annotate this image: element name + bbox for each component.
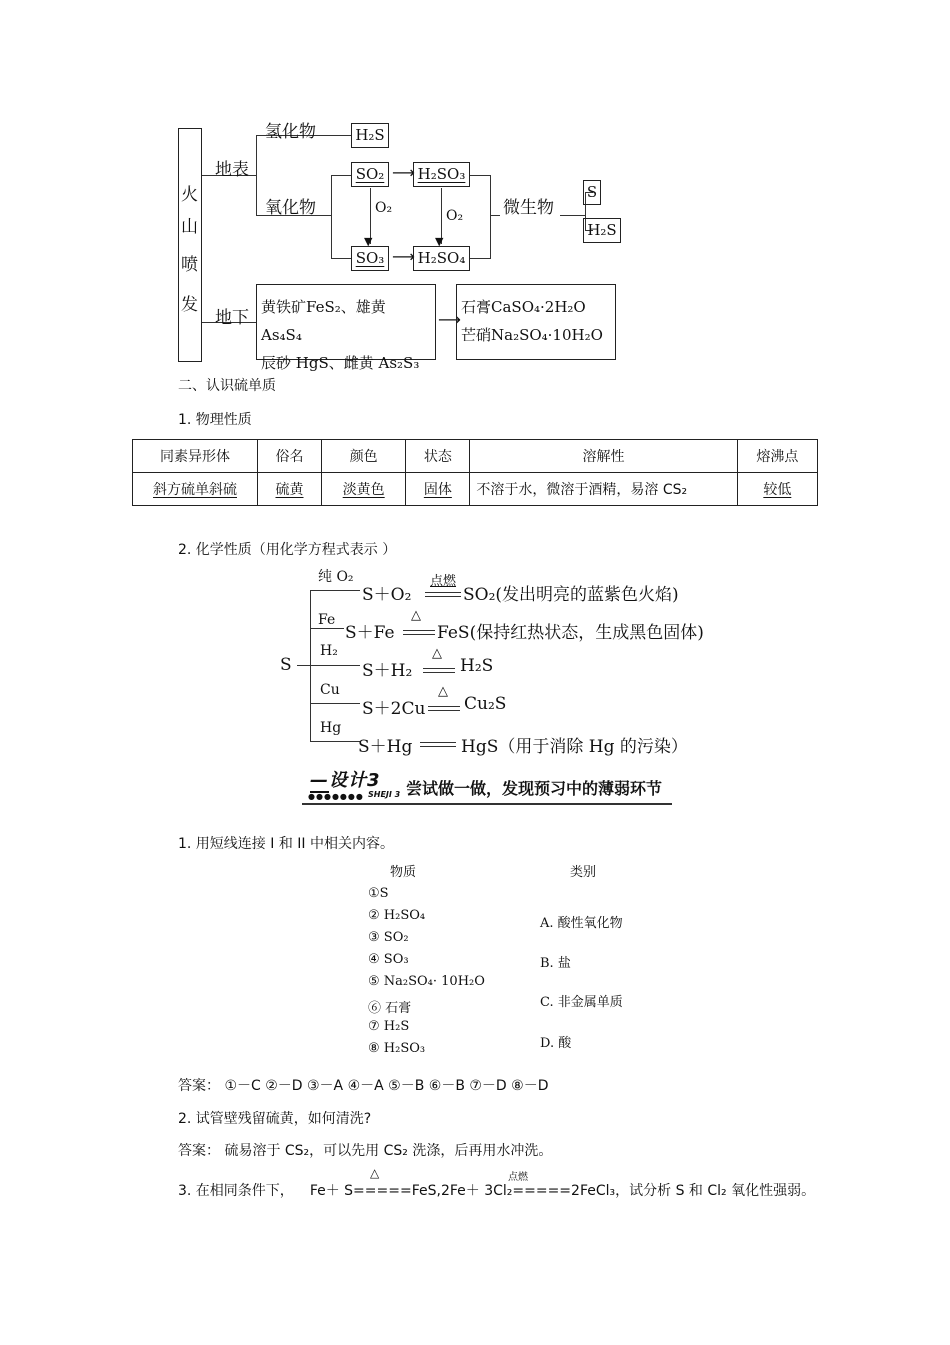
box-products: 石膏CaSO₄·2H₂O 芒硝Na₂SO₄·10H₂O — [456, 284, 616, 360]
reagent-label: Fe — [318, 612, 336, 628]
list-item: ⑤ Na₂SO₄· 10H₂O — [368, 974, 485, 989]
reagent-label: 纯 O₂ — [318, 569, 354, 585]
category-item: B. 盐 — [540, 956, 571, 971]
volcano-char-3: 喷 — [181, 255, 198, 275]
list-item: ⑦ H₂S — [368, 1019, 410, 1034]
properties-table — [132, 439, 818, 506]
chemical-title: 2. 化学性质（用化学方程式表示 ） — [178, 542, 397, 558]
condition-label: 点燃 — [430, 574, 457, 589]
arrow-right-icon: ⟶ — [438, 310, 461, 329]
equation-product: H₂S — [460, 656, 494, 676]
table-cell: 较低 — [737, 473, 817, 506]
list-item: ⑥ 石膏 — [368, 1001, 412, 1016]
reagent-label: Cu — [320, 682, 340, 698]
equation-product: Cu₂S — [464, 694, 507, 714]
banner-dots: ●●●●●●● — [308, 792, 364, 801]
condition-label: △ — [432, 646, 442, 661]
list-item: ①S — [368, 886, 389, 901]
equation-left: S＋Fe — [345, 623, 395, 643]
arrow-down-icon: ▼ — [435, 235, 444, 248]
sulfur-label: S — [280, 655, 292, 675]
box-h2so4: H₂SO₄ — [413, 246, 470, 271]
arrow-down-icon: ▼ — [364, 235, 373, 248]
q2-title: 2. 试管壁残留硫黄，如何清洗? — [178, 1111, 372, 1127]
table-cell: 斜方硫单斜硫 — [133, 473, 258, 506]
banner-text: 尝试做一做，发现预习中的薄弱环节 — [406, 779, 663, 798]
equation-product: HgS（用于消除 Hg 的污染） — [461, 737, 688, 757]
label-microbe: 微生物 — [503, 198, 554, 218]
volcano-char-1: 火 — [181, 185, 198, 205]
category-item: A. 酸性氧化物 — [540, 916, 623, 931]
arrow-right-icon: ⟶ — [392, 163, 415, 182]
list-item: ③ SO₂ — [368, 930, 409, 945]
box-so3: SO₃ — [351, 246, 389, 271]
volcano-char-4: 发 — [181, 295, 198, 315]
table-row — [133, 473, 818, 506]
q1-title: 1. 用短线连接 I 和 II 中相关内容。 — [178, 836, 394, 852]
o2-label-b: O₂ — [446, 208, 464, 224]
box-minerals: 黄铁矿FeS₂、雄黄 As₄S₄ 辰砂 HgS、雌黄 As₂S₃ — [256, 284, 436, 360]
list-item: ⑧ H₂SO₃ — [368, 1041, 426, 1056]
label-surface: 地表 — [215, 160, 249, 180]
label-oxide: 氧化物 — [265, 198, 316, 218]
list-item: ④ SO₃ — [368, 952, 409, 967]
box-s: S — [583, 180, 601, 205]
box-so2: SO₂ — [351, 162, 389, 187]
q2-answer: 答案： 硫易溶于 CS₂，可以先用 CS₂ 洗涤，后再用水冲洗。 — [178, 1143, 553, 1159]
box-h2s-b: H₂S — [583, 218, 621, 243]
table-cell: 硫黄 — [258, 473, 322, 506]
col-substance: 物质 — [390, 865, 417, 880]
equation-left: S＋Hg — [358, 737, 413, 757]
category-item: C. 非金属单质 — [540, 995, 623, 1010]
equation-product: SO₂(发出明亮的蓝紫色火焰) — [463, 585, 679, 605]
box-h2so3: H₂SO₃ — [413, 162, 470, 187]
q1-answer: 答案： ①－C ②－D ③－A ④－A ⑤－B ⑥－B ⑦－D ⑧－D — [178, 1078, 549, 1094]
reagent-label: H₂ — [320, 643, 338, 659]
arrow-right-icon: ⟶ — [392, 247, 415, 266]
condition-label: △ — [438, 684, 448, 699]
table-header: 溶解性 — [470, 440, 737, 473]
section-title: 二、认识硫单质 — [178, 378, 276, 394]
o2-label-a: O₂ — [375, 200, 393, 216]
condition-label: △ — [411, 608, 421, 623]
label-hydride: 氢化物 — [265, 122, 316, 142]
volcano-title-box — [178, 128, 202, 362]
q3-cond-1: △ — [370, 1166, 380, 1180]
list-item: ② H₂SO₄ — [368, 908, 426, 923]
table-header: 熔沸点 — [737, 440, 817, 473]
volcano-char-2: 山 — [181, 217, 198, 237]
category-item: D. 酸 — [540, 1036, 572, 1051]
equation-left: S＋H₂ — [362, 661, 413, 681]
col-category: 类别 — [570, 865, 597, 880]
equation-product: FeS(保持红热状态，生成黑色固体) — [437, 623, 704, 643]
table-header-row — [133, 440, 818, 473]
q3-cond-2: 点燃 — [508, 1172, 528, 1183]
table-cell: 固体 — [406, 473, 470, 506]
label-underground: 地下 — [215, 308, 249, 328]
table-cell: 淡黄色 — [322, 473, 406, 506]
table-header: 颜色 — [322, 440, 406, 473]
banner-logo-sub: SHEJI 3 — [368, 790, 401, 799]
table-header: 状态 — [406, 440, 470, 473]
table-header: 同素异形体 — [133, 440, 258, 473]
reagent-label: Hg — [320, 720, 342, 736]
equation-left: S＋O₂ — [362, 585, 412, 605]
equation-left: S＋2Cu — [362, 699, 426, 719]
q3-text: 3. 在相同条件下， Fe＋ S=====FeS,2Fe＋ 3Cl₂=====2FeCl₃，试分析 S 和 Cl₂ 氧化性强弱。 — [178, 1183, 816, 1199]
box-h2s: H₂S — [351, 123, 389, 148]
table-cell: 不溶于水，微溶于酒精，易溶 CS₂ — [470, 473, 737, 506]
banner-logo: —设计3 — [310, 770, 381, 791]
table-header: 俗名 — [258, 440, 322, 473]
section-banner — [302, 766, 672, 804]
physical-title: 1. 物理性质 — [178, 412, 252, 428]
